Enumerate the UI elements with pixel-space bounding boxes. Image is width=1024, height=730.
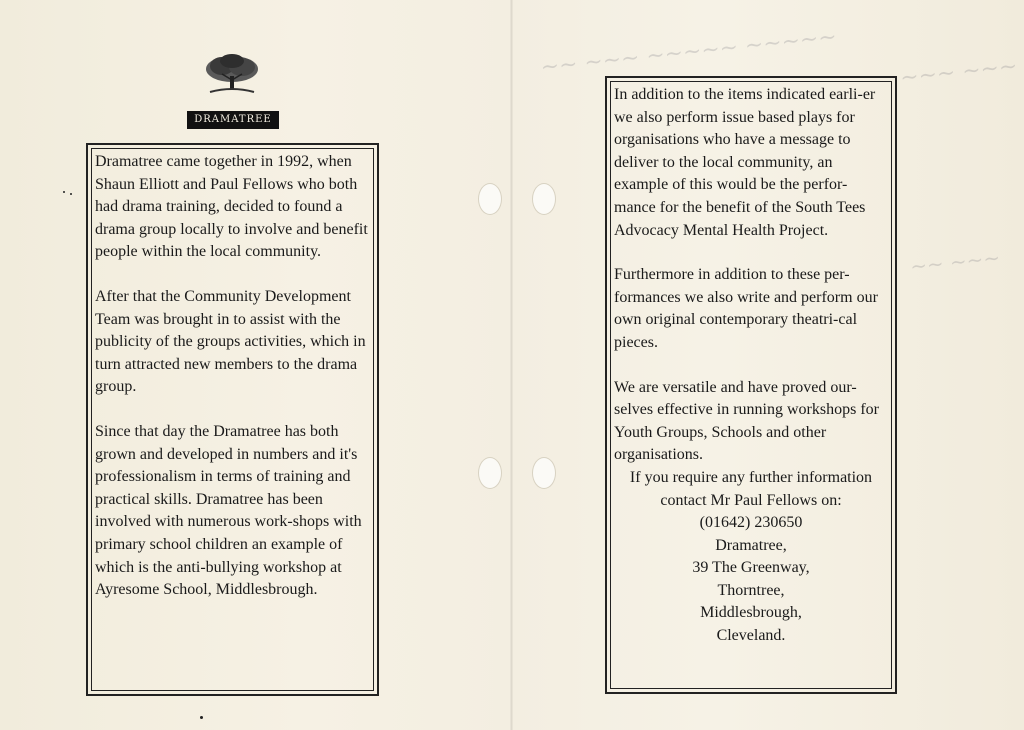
speck bbox=[70, 193, 72, 195]
left-text-panel bbox=[86, 143, 379, 696]
punch-hole bbox=[478, 183, 502, 215]
address-county: Cleveland. bbox=[716, 627, 786, 645]
contact-phone: (01642) 230650 bbox=[699, 514, 803, 532]
show-through-text: ~~ ~~~ bbox=[908, 245, 1002, 279]
contact-name: contact Mr Paul Fellows on: bbox=[660, 491, 842, 509]
dramatree-logo-badge: DRAMATREE bbox=[187, 111, 279, 129]
right-text-panel bbox=[605, 76, 897, 694]
right-panel-inner bbox=[610, 81, 892, 689]
center-fold bbox=[510, 0, 513, 730]
punch-hole bbox=[532, 183, 556, 215]
tree-logo-icon bbox=[200, 52, 264, 96]
address-street: 39 The Greenway, bbox=[692, 559, 810, 577]
left-paragraph-1: Dramatree came together in 1992, when Shaun Elliott and Paul Fellows who both had drama training, decided to found a drama group locally to involve and benefit people within the local community. bbox=[95, 153, 368, 261]
contact-intro: If you require any further information bbox=[629, 468, 873, 486]
right-paragraph-2: Furthermore in addition to these per-formances we also write and perform our own original contemporary theatri-cal pieces. bbox=[614, 266, 878, 351]
show-through-text: ~~~ ~~~ bbox=[899, 53, 1019, 92]
speck bbox=[63, 191, 65, 193]
address-org: Dramatree, bbox=[715, 536, 787, 554]
speck bbox=[200, 716, 203, 719]
address-area: Thorntree, bbox=[717, 581, 785, 599]
right-paragraph-1: In addition to the items indicated earli-er we also perform issue based plays for organisations who have a message to deliver to the local community, an example of this would be the perfor-mance for the benefit of the South Tees Advocacy Mental Health Project. bbox=[614, 86, 876, 239]
left-paragraph-3: Since that day the Dramatree has both grown and developed in numbers and it's professionalism in terms of training and practical skills. Dramatree has been involved with numerous work-shops with primary school children an example of which is the anti-bullying workshop at Ayresome School, Middlesbrough. bbox=[95, 422, 362, 599]
show-through-text: ~~ ~~~ ~~~~~ ~~~~~ bbox=[539, 24, 838, 81]
right-paragraph-3: We are versatile and have proved our-selves effective in running workshops for Youth Groups, Schools and other organisations. bbox=[614, 378, 879, 464]
left-paragraph-2: After that the Community Development Team was brought in to assist with the publicity of the groups activities, which in turn attracted new members to the drama group. bbox=[95, 287, 366, 396]
left-panel-inner bbox=[91, 148, 374, 691]
address-town: Middlesbrough, bbox=[700, 604, 802, 622]
punch-hole bbox=[478, 457, 502, 489]
punch-hole bbox=[532, 457, 556, 489]
